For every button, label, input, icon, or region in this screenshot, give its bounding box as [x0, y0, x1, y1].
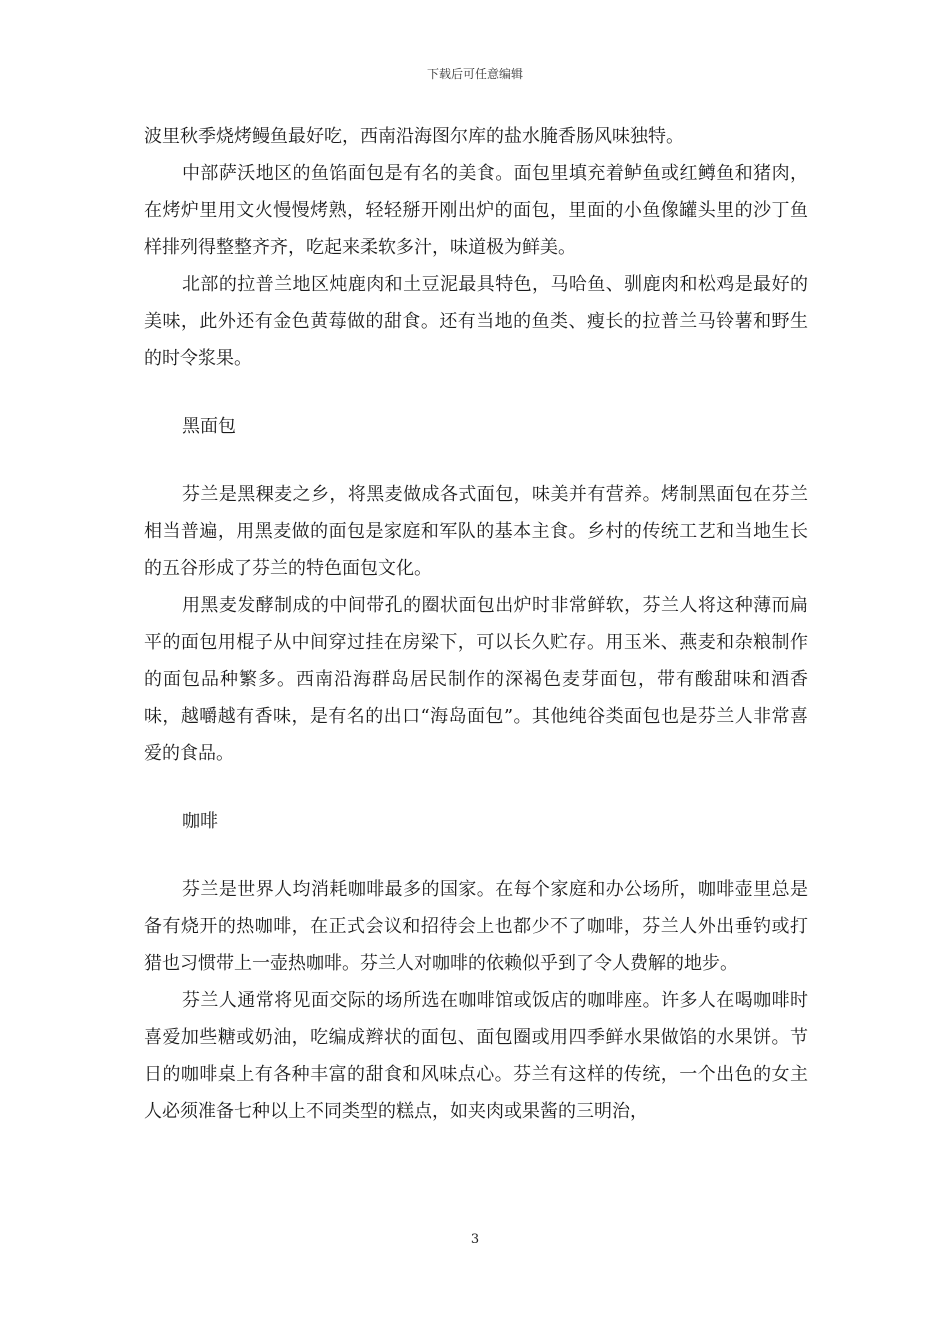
section-heading-black-bread: 黑面包 — [182, 416, 236, 437]
paragraph-coffee-consumption: 芬兰是世界人均消耗咖啡最多的国家。在每个家庭和办公场所，咖啡壶里总是备有烧开的热咖啡，在正式会议和招待会上也都少不了咖啡，芬兰人外出垂钓或打猎也习惯带上一壶热咖啡。芬兰人对咖啡的依赖似乎到了令人费解的地步。 — [144, 879, 808, 974]
paragraph-lapland-food: 北部的拉普兰地区炖鹿肉和土豆泥最具特色，马哈鱼、驯鹿肉和松鸡是最好的美味，此外还有金色黄莓做的甜食。还有当地的鱼类、瘦长的拉普兰马铃薯和野生的时令浆果。 — [144, 274, 808, 369]
paragraph-savo-fish-bread: 中部萨沃地区的鱼馅面包是有名的美食。面包里填充着鲈鱼或红鳟鱼和猪肉，在烤炉里用文火慢慢烤熟，轻轻掰开刚出炉的面包，里面的小鱼像罐头里的沙丁鱼样排列得整整齐齐，吃起来柔软多汁，味道极为鲜美。 — [144, 163, 808, 258]
spacer — [144, 772, 808, 803]
spacer — [144, 445, 808, 476]
paragraph-coffee-culture: 芬兰人通常将见面交际的场所选在咖啡馆或饭店的咖啡座。许多人在喝咖啡时喜爱加些糖或奶油，吃编成辫状的面包、面包圈或用四季鲜水果做馅的水果饼。节日的咖啡桌上有各种丰富的甜食和风味点心。芬兰有这样的传统，一个出色的女主人必须准备七种以上不同类型的糕点，如夹肉或果酱的三明治， — [144, 990, 808, 1122]
page-number: 3 — [470, 1232, 480, 1247]
paragraph-continuation: 波里秋季烧烤鳗鱼最好吃，西南沿海图尔库的盐水腌香肠风味独特。 — [144, 126, 684, 147]
spacer — [144, 377, 808, 408]
paragraph-rye-bread: 芬兰是黑稞麦之乡，将黑麦做成各式面包，味美并有营养。烤制黑面包在芬兰相当普遍，用黑麦做的面包是家庭和军队的基本主食。乡村的传统工艺和当地生长的五谷形成了芬兰的特色面包文化。 — [144, 484, 808, 579]
spacer — [144, 840, 808, 871]
document-body — [144, 118, 808, 1130]
page-header: 下载后可任意编辑 — [426, 67, 523, 81]
paragraph-ring-bread: 用黑麦发酵制成的中间带孔的圈状面包出炉时非常鲜软，芬兰人将这种薄而扁平的面包用棍子从中间穿过挂在房梁下，可以长久贮存。用玉米、燕麦和杂粮制作的面包品种繁多。西南沿海群岛居民制作的深褐色麦芽面包，带有酸甜味和酒香味，越嚼越有香味，是有名的出口“海岛面包”。其他纯谷类面包也是芬兰人非常喜爱的食品。 — [144, 595, 808, 764]
section-heading-coffee: 咖啡 — [182, 811, 218, 832]
